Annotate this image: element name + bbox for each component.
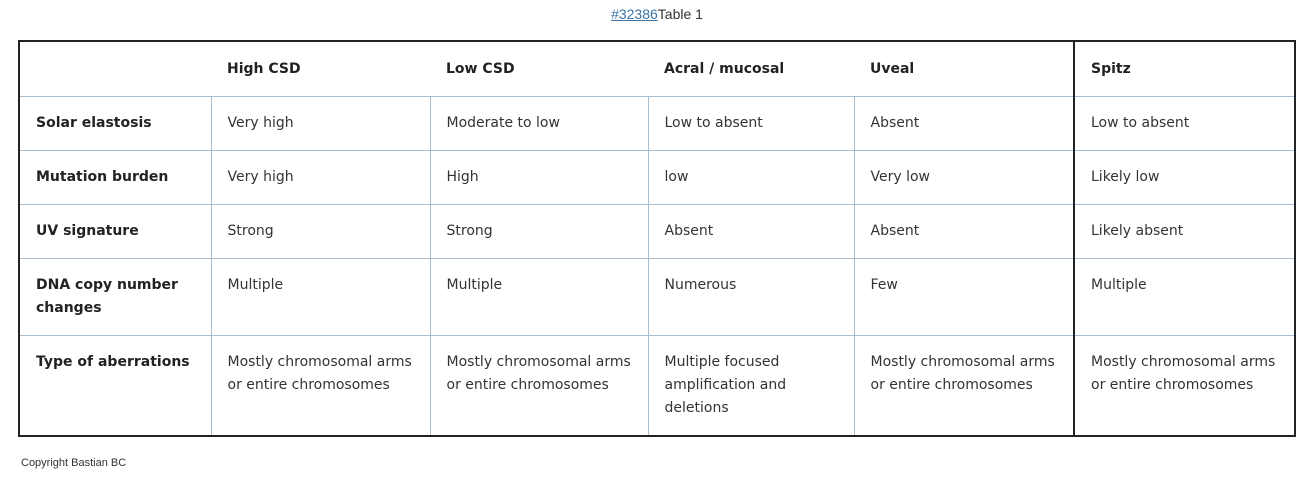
table-row — [19, 97, 1295, 151]
header-cell-empty — [19, 41, 211, 97]
table-cell: Multiple focused amplification and deletions — [648, 336, 854, 437]
table-cell: Likely absent — [1074, 205, 1295, 259]
row-label: UV signature — [19, 205, 211, 259]
table-cell: Mostly chromosomal arms or entire chromosomes — [854, 336, 1074, 437]
table-cell: High — [430, 151, 648, 205]
table-cell: Very high — [211, 97, 430, 151]
table-row — [19, 336, 1295, 437]
table-cell: Low to absent — [648, 97, 854, 151]
table-cell: Multiple — [1074, 259, 1295, 336]
table-cell: Very low — [854, 151, 1074, 205]
table-cell: Strong — [430, 205, 648, 259]
row-label: Type of aberrations — [19, 336, 211, 437]
table-cell: low — [648, 151, 854, 205]
table-cell: Absent — [648, 205, 854, 259]
table-header-row — [19, 41, 1295, 97]
table-cell: Numerous — [648, 259, 854, 336]
table-cell: Mostly chromosomal arms or entire chromosomes — [211, 336, 430, 437]
row-label: Solar elastosis — [19, 97, 211, 151]
table-cell: Few — [854, 259, 1074, 336]
table-cell: Multiple — [211, 259, 430, 336]
table-title: Table 1 — [657, 6, 703, 22]
table-cell: Mostly chromosomal arms or entire chromosomes — [430, 336, 648, 437]
header-spitz: Spitz — [1074, 41, 1295, 97]
table-cell: Absent — [854, 205, 1074, 259]
table-cell: Likely low — [1074, 151, 1295, 205]
table-row — [19, 205, 1295, 259]
row-label: Mutation burden — [19, 151, 211, 205]
header-uveal: Uveal — [854, 41, 1074, 97]
table-cell: Strong — [211, 205, 430, 259]
header-low-csd: Low CSD — [430, 41, 648, 97]
row-label: DNA copy number changes — [19, 259, 211, 336]
table-row — [19, 151, 1295, 205]
table-cell: Very high — [211, 151, 430, 205]
copyright-notice: Copyright Bastian BC — [21, 457, 127, 469]
table-caption — [0, 6, 1314, 22]
table-cell: Absent — [854, 97, 1074, 151]
table-cell: Moderate to low — [430, 97, 648, 151]
table-row — [19, 259, 1295, 336]
header-acral-mucosal: Acral / mucosal — [648, 41, 854, 97]
table-cell: Low to absent — [1074, 97, 1295, 151]
table-cell: Multiple — [430, 259, 648, 336]
header-high-csd: High CSD — [211, 41, 430, 97]
melanoma-comparison-table — [18, 40, 1296, 437]
table-anchor-link[interactable]: #32386 — [611, 6, 658, 22]
table-cell: Mostly chromosomal arms or entire chromosomes — [1074, 336, 1295, 437]
